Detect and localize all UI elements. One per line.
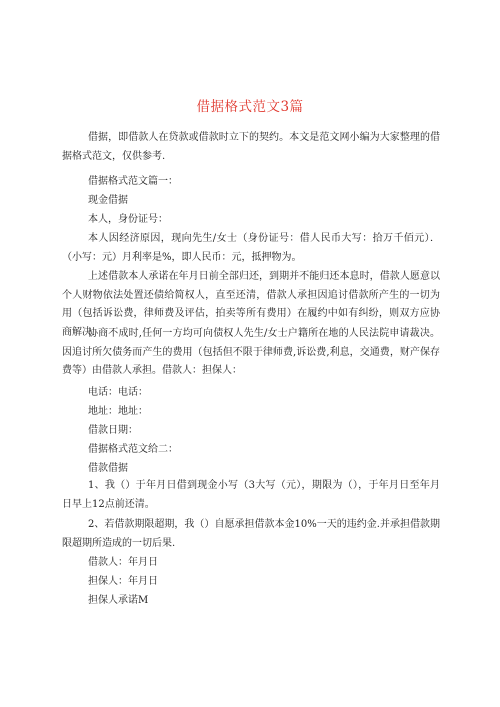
phone-line: 电话：电话： (88, 387, 148, 398)
sample2-heading: 借据格式范文给二： (88, 444, 178, 455)
guarantor-promise-line: 担保人承诺M (88, 595, 149, 606)
guarantor-signature-line: 担保人：年月日 (88, 576, 158, 587)
sample2-subheading: 借款借据 (88, 463, 128, 474)
reason-paragraph: 本人因经济原因，现向先生/女士（身份证号：借人民币大写：拾万千佰元）．（小写：元）月利率是%，即人民币：元，抵押物为。 (62, 233, 440, 263)
intro-paragraph: 借据，即借款人在贷款或借款时立下的契约。本文是范文网小编为大家整理的借据格式范文，仅供参考. (62, 132, 440, 162)
dispute-paragraph: 协商不成时,任何一方均可向债权人先生/女士户籍所在地的人民法院申请裁决。因追讨所欠债务而产生的费用（包括但不限于律师费,诉讼费,利息，交通费，财产保存费等）由借款人承担。借款人：担保人： (62, 328, 440, 376)
clause-2-paragraph: 2、若借款期限超期，我（）自愿承担借款本金10%一天的违约金.并承担借款期限超期所造成的一切后果. (62, 519, 440, 549)
page-title: 借据格式范文3篇 (196, 99, 304, 115)
sample1-subheading: 现金借据 (88, 195, 128, 206)
sample1-heading: 借据格式范文篇一： (88, 176, 178, 187)
date-line: 借款日期： (88, 425, 138, 436)
borrower-id-line: 本人，身份证号： (88, 214, 168, 225)
borrower-signature-line: 借款人：年月日 (88, 557, 158, 568)
clause-1-paragraph: 1、我（）于年月日借到现金小写（3大写（元），期限为（），于年月日至年月日早上12点前还清。 (62, 480, 440, 510)
promise-paragraph: 上述借款本人承诺在年月日前全部归还，到期并不能归还本息时，借款人愿意以个人财物依法处置还债给简权人，直至还清，借款人承担因追讨借款所产生的一切为用（包括诉讼费，律师费及评估，拍卖等所有费用）在履约中如有纠纷，则双方应协商解决. (62, 271, 440, 338)
address-line: 地址：地址： (88, 406, 148, 417)
